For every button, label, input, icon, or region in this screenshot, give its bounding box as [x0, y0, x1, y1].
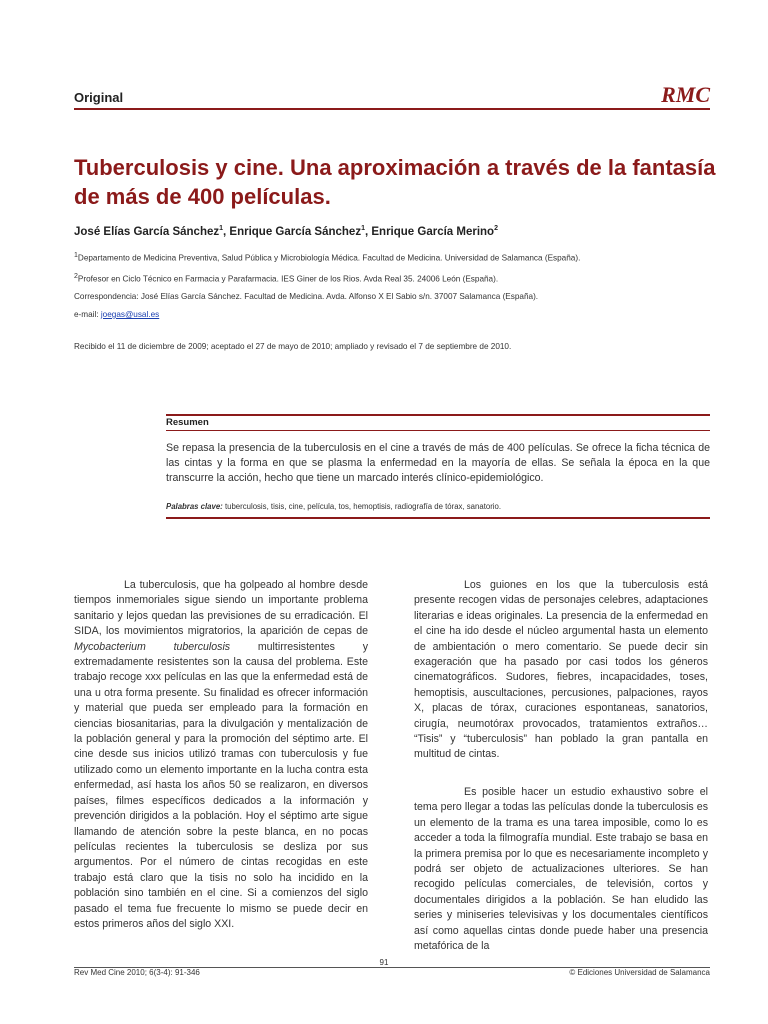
abstract-bottom-rule	[166, 517, 710, 519]
affiliation-text: Profesor en Ciclo Técnico en Farmacia y Parafarmacia. IES Giner de los Rios. Avda Real 35. 24006 León (España).	[77, 274, 499, 284]
abstract-heading: Resumen	[166, 417, 209, 428]
author-list	[74, 225, 498, 238]
abstract-text: Se repasa la presencia de la tuberculosis en el cine a través de más de 400 películas. Se ofrece la ficha técnica de las cintas y la forma en que se plasma la enfermedad en la mayoría de ellas. Se señala la época en la que transcurre la acción, hecho que tiene un marcado interés clínico-epidemiológico.	[166, 442, 710, 484]
journal-logo: RMC	[661, 82, 710, 107]
abstract-heading-rule	[166, 430, 710, 431]
keywords	[166, 502, 501, 511]
email-link[interactable]: joegas@usal.es	[100, 310, 160, 319]
email-label: e-mail:	[74, 310, 101, 319]
affiliation-1	[74, 252, 580, 263]
affiliation-2	[74, 273, 498, 284]
publisher-copyright: © Ediciones Universidad de Salamanca	[569, 968, 710, 977]
body-paragraph: Es posible hacer un estudio exhaustivo sobre el tema pero llegar a todas las películas donde la tuberculosis es un elemento de la trama es una tarea imposible, como lo es acceder a toda la filmografía mundial. Este trabajo se basa en la primera premisa por lo que es necesariamente incompleto y podrá ser objeto de actualizaciones ulteriores. Se han recogido películas comerciales, de televisión, cortos y documentales dirigidos a la población. Se han eludido las series y miniseries televisivas y los documentales científicos así como aquellas cintas donde puede haber una presencia metafórica de la	[414, 785, 708, 952]
section-label: Original	[74, 90, 124, 105]
abstract-top-rule	[166, 414, 710, 416]
body-text: multirresistentes y extremadamente resistentes son la causa del problema. Este trabajo recoge xxx películas en las que la enfermedad está de una u otra forma presente. Su finalidad es ofrecer información y material que pueda ser empleado para la formación en ciencias biosanitarias, para la divulgación y mentalización de la población general y para la promoción del séptimo arte. El cine desde sus inicios utilizó tramas con tuberculosis y fue utilizado como un elemento importante en la lucha contra esta enfermedad, así hasta los años 50 se realizaron, en diversos países, filmes específicos dedicados a la información y prevención dirigidos a la población. Hoy el séptimo arte sigue llamando de atención sobre la peste blanca, en no pocas películas recientes la tuberculosis se desliza por sus argumentos. Por el número de cintas recogidas en este trabajo está claro que la tisis no solo ha incidido en la población sino también en el cine. Si a comienzos del siglo pasado el tema fue frecuente lo mismo se puede decir en estos primeros años del siglo XXI.	[74, 640, 368, 930]
correspondence: Correspondencia: José Elías García Sánchez. Facultad de Medicina. Avda. Alfonso X El Sabio s/n. 37007 Salamanca (España).	[74, 292, 539, 301]
keywords-label: Palabras clave:	[166, 502, 223, 511]
body-column-right	[414, 578, 708, 954]
header-divider	[74, 108, 710, 110]
affiliation-mark: 2	[74, 273, 78, 280]
author-affiliation-mark: 1	[219, 225, 224, 232]
author-name: , Enrique García Sánchez	[223, 225, 362, 238]
author-affiliation-mark: 2	[494, 225, 498, 232]
journal-citation: Rev Med Cine 2010; 6(3-4): 91-346	[74, 968, 200, 977]
body-column-left	[74, 578, 368, 932]
keywords-list: tuberculosis, tisis, cine, película, tos, hemoptisis, radiografía de tórax, sanatorio.	[222, 502, 502, 511]
author-affiliation-mark: 1	[361, 225, 365, 232]
received-dates: Recibido el 11 de diciembre de 2009; aceptado el 27 de mayo de 2010; ampliado y revisado el 7 de septiembre de 2010.	[74, 342, 512, 351]
affiliation-mark: 1	[74, 252, 78, 259]
article-title: Tuberculosis y cine. Una aproximación a través de la fantasía de más de 400 películas.	[74, 155, 716, 209]
body-paragraph	[74, 578, 368, 932]
affiliation-text: Departamento de Medicina Preventiva, Salud Pública y Microbiología Médica. Facultad de Medicina. Universidad de Salamanca (España).	[77, 253, 581, 263]
author-name: José Elías García Sánchez	[74, 225, 220, 238]
page-number: 91	[379, 958, 389, 967]
body-text: La tuberculosis, que ha golpeado al hombre desde tiempos inmemoriales sigue siendo un importante problema sanitario y lejos quedan las previsiones de su erradicación. El SIDA, los movimientos migratorios, la aparición de cepas de	[74, 579, 368, 638]
author-name: , Enrique García Merino	[364, 225, 495, 238]
body-paragraph: Los guiones en los que la tuberculosis está presente recogen vidas de personajes celebres, adaptaciones literarias e ideas originales. La presencia de la enfermedad en el cine ha ido desde el núcleo argumental hasta un elemento de ambientación o mero comentario. Se puede decir sin exageración que ha pasado por casi todos los géneros cinematográficos. Sudores, fiebres, incapacidades, toses, hemoptisis, auscultaciones, percusiones, palpaciones, rayos X, placas de tórax, curaciones espontaneas, sanatorios, cirugía, neumotórax provocados, tratamientos extraños… “Tisis” y “tuberculosis” han poblado la gran pantalla en multitud de cintas.	[414, 579, 708, 761]
species-name: Mycobacterium tuberculosis	[74, 640, 231, 653]
email-line	[74, 310, 159, 319]
